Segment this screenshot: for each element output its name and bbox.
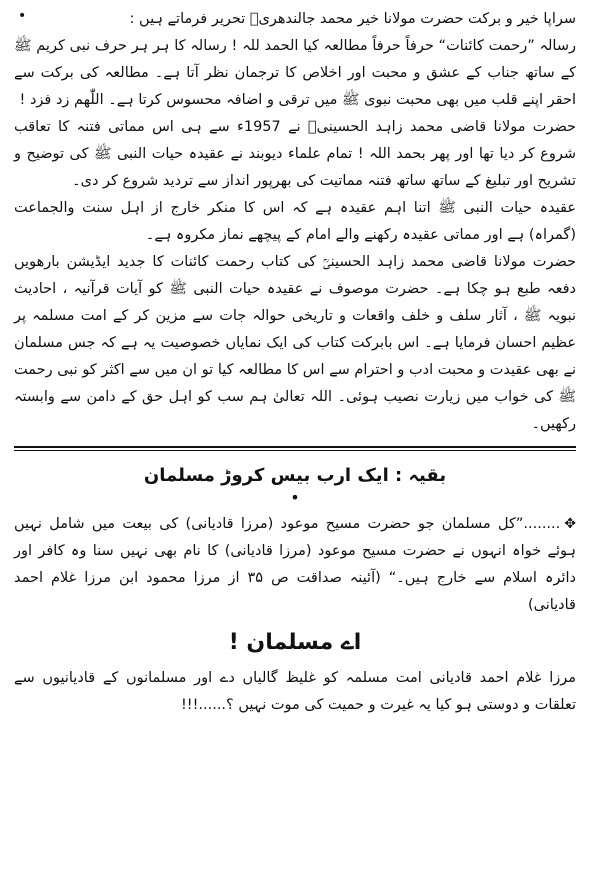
paragraph-kitab: حضرت مولانا قاضی محمد زاہد الحسینیؒ کی کتاب رحمت کائنات کا جدید ایڈیشن بارھویں دفعہ طبع ہو چکا ہے۔ حضرت موصوف نے عقیدہ حیات النبی ﷺ کو آیات قرآنیہ ، احادیث نبویہ ﷺ ، آثار سلف و خلف واقعات و تاریخی حوالہ جات سے مزین کر کے امت مسلمہ پر عظیم احسان فرمایا ہے۔ اس بابرکت کتاب کی ایک نمایاں خصوصیت یہ ہے کہ جس مسلمان نے بھی عقیدت و محبت ادب و احترام سے اس کا مطالعہ کیا تو ان میں سے اکثر کو نبی رحمت ﷺ کی خواب میں زیارت نصیب ہوئی۔ اللہ تعالیٰ ہم سب کو اہل حق کے دامن سے وابستہ رکھیں۔	[14, 254, 576, 432]
quote-paragraph	[14, 511, 576, 619]
paragraph-aqeeda: عقیدہ حیات النبی ﷺ اتنا اہم عقیدہ ہے کہ اس کا منکر خارج از اہل سنت والجماعت (گمراہ) ہے اور مماتی عقیدہ رکھنے والے امام کے پیچھے نماز مکروہ ہے۔	[14, 200, 576, 243]
closing-paragraph: مرزا غلام احمد قادیانی امت مسلمہ کو غلیظ گالیاں دے اور مسلمانوں کے قادیانیوں سے تعلقات و دوستی ہو کیا یہ غیرت و حمیت کی موت نہیں ؟......!!!	[14, 670, 576, 713]
paragraph-risala: رسالہ ”رحمت کائنات“ حرفاً حرفاً مطالعہ کیا الحمد للہ ! رسالہ کا ہر ہر حرف نبی کریم ﷺ کے ساتھ جناب کے عشق و محبت اور اخلاص کا ترجمان نظر آتا ہے۔ مطالعہ کی برکت سے احقر اپنے قلب میں بھی محبت نبوی ﷺ میں ترقی و اضافہ محسوس کرتا ہے۔ اللّٰھم زد فزد !	[14, 38, 576, 108]
center-dot: •	[290, 488, 300, 507]
bullet-marker: •	[18, 8, 27, 24]
ae-musalman-heading: اے مسلمان !	[228, 630, 362, 655]
intro-text: سراپا خیر و برکت حضرت مولانا خیر محمد جالندھریؒ تحریر فرماتے ہیں :	[129, 11, 576, 27]
quote-text: ........”کل مسلمان جو حضرت مسیح موعود (مرزا قادیانی) کی بیعت میں شامل نہیں ہوئے خواہ انہوں نے حضرت مسیح موعود (مرزا قادیانی) کا نام بھی نہیں سنا وہ کافر اور دائرہ اسلام سے خارج ہیں۔“ (آئینہ صداقت ص ۳۵ از مرزا محمود ابن مرزا غلام احمد قادیانی)	[14, 516, 576, 613]
ornament-icon: ✥	[564, 516, 576, 532]
paragraph-1957: حضرت مولانا قاضی محمد زاہد الحسینیؒ نے 1957ء سے ہی اس مماتی فتنہ کا تعاقب شروع کر دیا تھا اور پھر بحمد اللہ ! تمام علماء دیوبند نے عقیدہ حیات النبی ﷺ کی توضیح و تشریح اور تبلیغ کے ساتھ ساتھ فتنہ مماتیت کی بھرپور انداز سے تردید شروع کر دی۔	[14, 119, 576, 189]
intro-line	[14, 6, 576, 33]
continuation-title: بقیہ : ایک ارب بیس کروڑ مسلمان	[143, 465, 447, 486]
section-divider	[14, 446, 576, 451]
